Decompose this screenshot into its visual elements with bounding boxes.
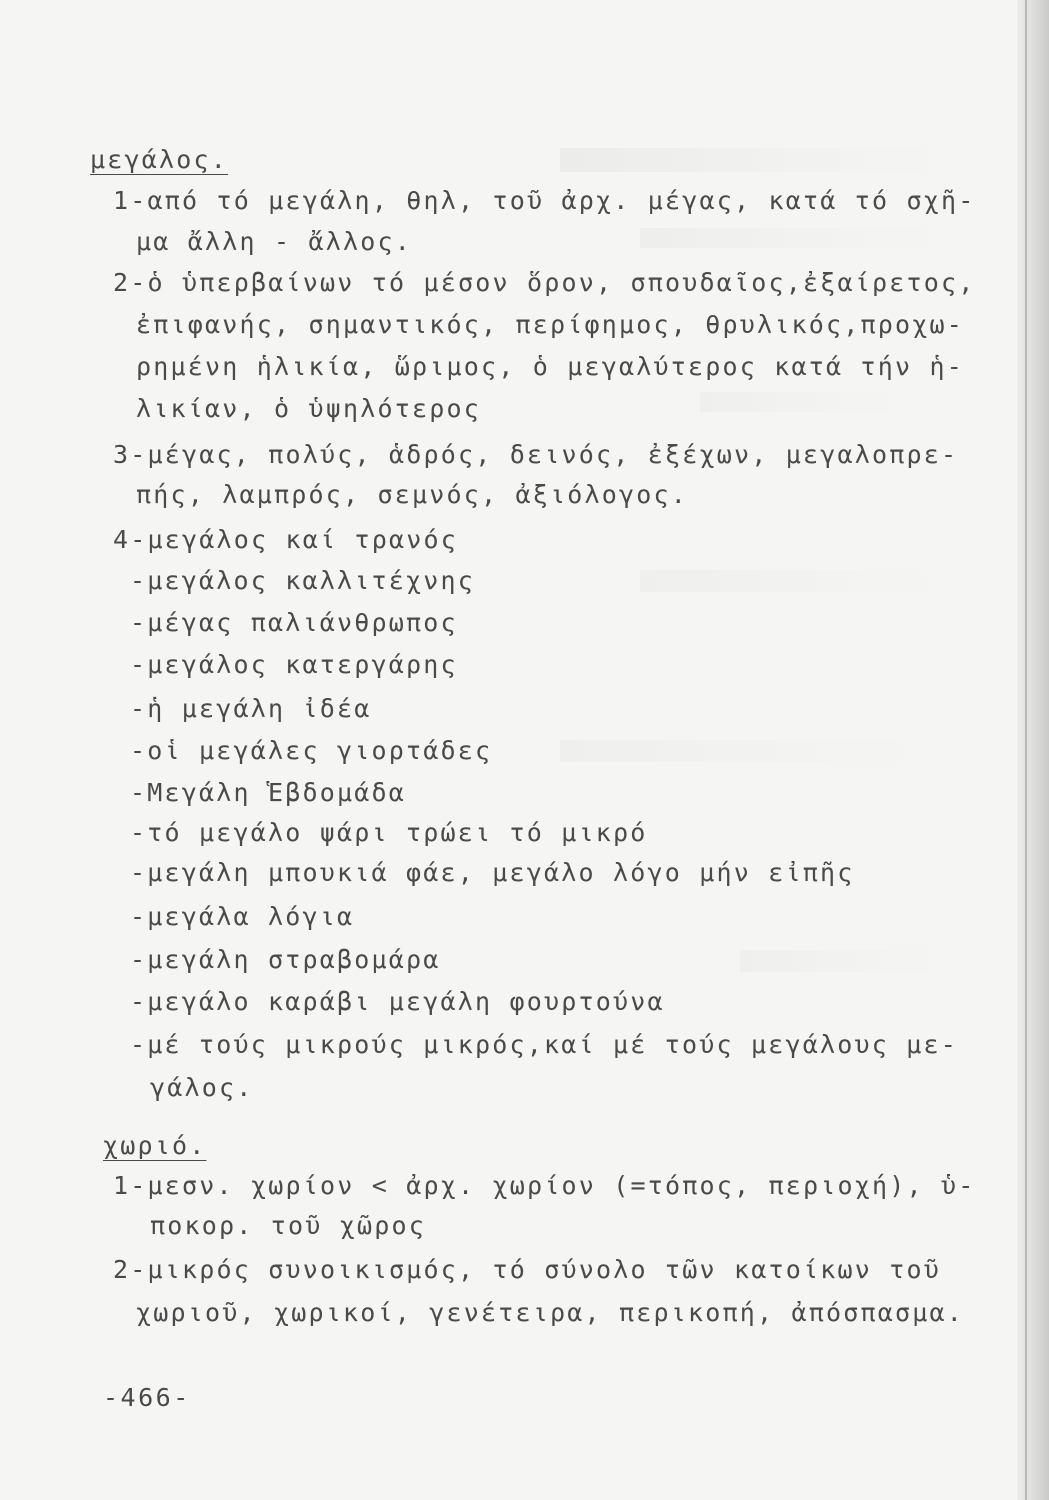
entry-line: λικίαν, ὁ ὑψηλότερος xyxy=(136,394,482,423)
entry-heading: μεγάλος. xyxy=(90,145,229,174)
entry-line: ἐπιφανής, σημαντικός, περίφημος, θρυλικός,προχω- xyxy=(136,310,965,339)
show-through-decoration xyxy=(560,740,920,762)
entry-line: -οἱ μεγάλες γιορτάδες xyxy=(130,736,493,765)
entry-line: 1-από τό μεγάλη, θηλ, τοῦ ἀρχ. μέγας, κατά τό σχῆ- xyxy=(113,186,976,215)
page-binding-edge xyxy=(1017,0,1049,1500)
entry-line: γάλος. xyxy=(150,1073,254,1102)
entry-line: -μεγάλη στραβομάρα xyxy=(130,945,441,974)
show-through-decoration xyxy=(640,570,940,592)
entry-line: ρημένη ἡλικία, ὥριμος, ὁ μεγαλύτερος κατά τήν ἡ- xyxy=(136,352,965,381)
entry-line: -μεγάλος καλλιτέχνης xyxy=(130,566,476,595)
entry-line: -μεγάλη μπουκιά φάε, μεγάλο λόγο μήν εἰπῆς xyxy=(130,858,855,887)
entry-line: -μέγας παλιάνθρωπος xyxy=(130,608,458,637)
entry-line: -τό μεγάλο ψάρι τρώει τό μικρό xyxy=(130,818,648,847)
entry-heading: χωριό. xyxy=(103,1131,207,1160)
show-through-decoration xyxy=(740,950,940,972)
entry-line: 2-ὁ ὑπερβαίνων τό μέσον ὅρον, σπουδαῖος,ἐξαίρετος, xyxy=(113,268,976,297)
entry-line: -Μεγάλη Ἑβδομάδα xyxy=(130,778,407,807)
entry-line: -μεγάλα λόγια xyxy=(130,902,355,931)
entry-line: -μέ τούς μικρούς μικρός,καί μέ τούς μεγάλους με- xyxy=(130,1030,959,1059)
page-number: -466- xyxy=(103,1383,191,1412)
entry-line: χωριοῦ, χωρικοί, γενέτειρα, περικοπή, ἀπόσπασμα. xyxy=(136,1298,965,1327)
entry-line: -μεγάλος κατεργάρης xyxy=(130,650,458,679)
entry-line: 3-μέγας, πολύς, ἁδρός, δεινός, ἐξέχων, μεγαλοπρε- xyxy=(113,440,959,469)
show-through-decoration xyxy=(560,148,940,172)
entry-line: 2-μικρός συνοικισμός, τό σύνολο τῶν κατοίκων τοῦ xyxy=(113,1255,942,1284)
show-through-decoration xyxy=(700,392,900,412)
entry-line: ποκορ. τοῦ χῶρος xyxy=(150,1211,427,1240)
entry-line: 1-μεσν. χωρίον < ἀρχ. χωρίον (=τόπος, περιοχή), ὑ- xyxy=(113,1171,976,1200)
entry-line: 4-μεγάλος καί τρανός xyxy=(113,525,459,554)
entry-line: πής, λαμπρός, σεμνός, ἀξιόλογος. xyxy=(136,480,689,509)
entry-line: -ἡ μεγάλη ἰδέα xyxy=(130,694,372,723)
entry-line: -μεγάλο καράβι μεγάλη φουρτούνα xyxy=(130,987,665,1016)
entry-line: μα ἄλλη - ἄλλος. xyxy=(136,227,413,256)
show-through-decoration xyxy=(640,228,940,248)
